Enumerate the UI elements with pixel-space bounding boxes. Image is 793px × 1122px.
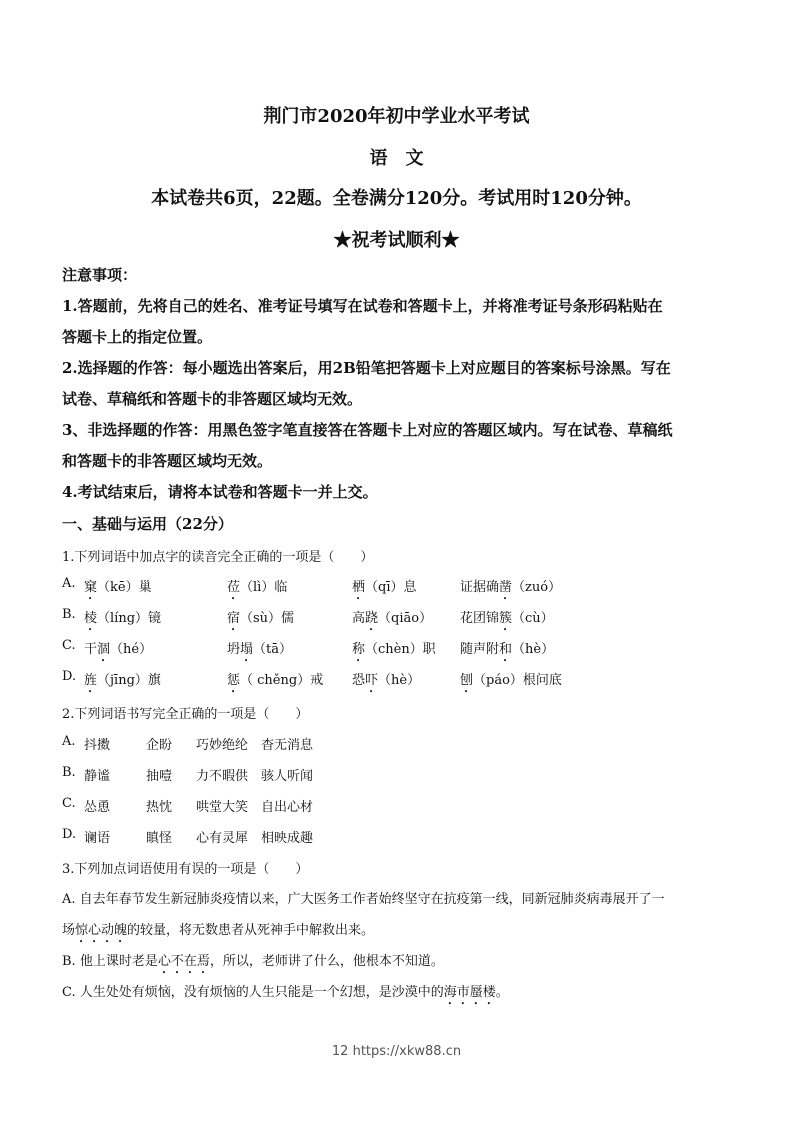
dotted-char: 旌 (84, 673, 98, 688)
option-label: D. (62, 669, 77, 684)
question-2-option (62, 796, 762, 816)
dotted-char: 惩 (227, 673, 241, 688)
note-line: 和答题卡的非答题区域均无效。 (62, 452, 273, 470)
notes-heading: 注意事项： (62, 266, 138, 284)
text: 场 (62, 923, 76, 938)
page-footer: 12 https://xkw88.cn (331, 1044, 462, 1059)
note-line: 答题卡上的指定位置。 (62, 328, 213, 346)
question-3-option-a-cont (62, 919, 374, 946)
dotted-word: 心不在焉 (157, 954, 210, 969)
dotted-char: 棱 (84, 611, 98, 626)
option-word: 自出心材 (261, 800, 314, 815)
dotted-word: 惊心动魄 (75, 923, 128, 938)
option-word: 企盼 (146, 738, 173, 753)
text: 随声附 (460, 642, 500, 657)
option-label: A. (62, 576, 76, 591)
option-item (352, 638, 436, 665)
option-word: 力不暇供 (196, 769, 249, 784)
text: （ chěng）戒 (240, 673, 324, 688)
dotted-char: 刨 (460, 673, 474, 688)
subject-title: 语 文 (369, 148, 424, 169)
note-line: 4.考试结束后，请将本试卷和答题卡一并上交。 (62, 483, 378, 501)
section-heading: 一、基础与运用（22分） (62, 515, 233, 533)
option-word: 相映成趣 (261, 831, 314, 846)
note-line: 试卷、草稿纸和答题卡的非答题区域均无效。 (62, 390, 363, 408)
question-2-option (62, 827, 762, 847)
text: （hè） (512, 642, 555, 657)
option-label: B. (62, 765, 76, 780)
dotted-char: 栖 (352, 580, 366, 595)
option-item (227, 607, 294, 634)
text: （jīng）旗 (97, 673, 161, 688)
dotted-char: 凿 (499, 580, 513, 595)
option-word: 骇人听闻 (261, 769, 314, 784)
text: （cù） (512, 611, 554, 626)
text: （hé） (110, 642, 153, 657)
text: （tā） (253, 642, 293, 657)
option-item (460, 607, 554, 634)
note-line: 1.答题前，先将自己的姓名、准考证号填写在试卷和答题卡上，并将准考证号条形码粘贴在 (62, 297, 663, 315)
text: 恐 (352, 673, 366, 688)
option-item (84, 669, 161, 696)
question-2-option (62, 734, 762, 754)
text: （zuó） (512, 580, 562, 595)
option-label: C. (62, 638, 76, 653)
text: （kē）巢 (97, 580, 152, 595)
dotted-char: 塌 (240, 642, 254, 657)
dotted-char: 和 (499, 642, 513, 657)
text: （líng）镜 (97, 611, 162, 626)
text: C. 人生处处有烦恼，没有烦恼的人生只能是一个幻想，是沙漠中的 (62, 985, 444, 1000)
option-word: 怂恿 (84, 800, 111, 815)
question-1-option (62, 576, 762, 596)
text: （qī）息 (365, 580, 417, 595)
question-3-option-b (62, 950, 444, 977)
exam-info: 本试卷共6页，22题。全卷满分120分。考试用时120分钟。 (151, 188, 642, 209)
option-word: 抖擞 (84, 738, 111, 753)
text: （lì）临 (240, 580, 288, 595)
option-word: 瞋怪 (146, 831, 173, 846)
question-2-stem: 2.下列词语书写完全正确的一项是（ ） (62, 707, 309, 722)
dotted-char: 莅 (227, 580, 241, 595)
option-label: B. (62, 607, 76, 622)
text: （sù）儒 (240, 611, 295, 626)
option-item (460, 669, 562, 696)
question-3-stem: 3.下列加点词语使用有误的一项是（ ） (62, 862, 309, 877)
option-item (227, 576, 287, 603)
option-word: 抽噎 (146, 769, 173, 784)
dotted-char: 吓 (365, 673, 379, 688)
text: B. 他上课时老是 (62, 954, 158, 969)
option-word: 谰语 (84, 831, 111, 846)
option-item (352, 669, 420, 696)
option-label: D. (62, 827, 77, 842)
dotted-char: 簇 (499, 611, 513, 626)
note-line: 3、非选择题的作答：用黑色签字笔直接答在答题卡上对应的答题区域内。写在试卷、草稿纸 (62, 421, 673, 439)
exam-wish: ★祝考试顺利★ (333, 230, 460, 251)
question-3-option-c (62, 981, 509, 1008)
option-word: 静谧 (84, 769, 111, 784)
option-label: A. (62, 734, 76, 749)
dotted-char: 涸 (97, 642, 111, 657)
question-1-stem: 1.下列词语中加点字的读音完全正确的一项是（ ） (62, 550, 374, 565)
dotted-char: 称 (352, 642, 366, 657)
text: 的较量，将无数患者从死神手中解救出来。 (127, 923, 375, 938)
text: 花团锦 (460, 611, 500, 626)
dotted-word: 海市蜃楼 (443, 985, 496, 1000)
dotted-char: 宿 (227, 611, 241, 626)
option-word: 杳无消息 (261, 738, 314, 753)
option-word: 热忱 (146, 800, 173, 815)
option-item (460, 576, 561, 603)
option-item (84, 576, 152, 603)
text: （páo）根问底 (473, 673, 562, 688)
text: 高 (352, 611, 366, 626)
text: 。 (495, 985, 509, 1000)
text: 干 (84, 642, 98, 657)
option-item (84, 638, 152, 665)
text: 证据确 (460, 580, 500, 595)
question-1-option (62, 669, 762, 689)
option-word: 巧妙绝纶 (196, 738, 249, 753)
text: （hè） (378, 673, 421, 688)
text: （chèn）职 (365, 642, 436, 657)
text: 坍 (227, 642, 241, 657)
option-item (352, 576, 417, 603)
dotted-char: 窠 (84, 580, 98, 595)
text: ，所以，老师讲了什么，他根本不知道。 (209, 954, 444, 969)
note-line: 2.选择题的作答：每小题选出答案后，用2B铅笔把答题卡上对应题目的答案标号涂黑。写在 (62, 359, 671, 377)
option-item (227, 638, 292, 665)
exam-title: 荆门市2020年初中学业水平考试 (263, 106, 530, 127)
text: （qiāo） (378, 611, 433, 626)
option-word: 心有灵犀 (196, 831, 249, 846)
option-item (227, 669, 323, 696)
question-2-option (62, 765, 762, 785)
question-1-option (62, 638, 762, 658)
option-item (352, 607, 432, 634)
option-label: C. (62, 796, 76, 811)
option-item (84, 607, 161, 634)
option-item (460, 638, 554, 665)
question-3-option-a: A. 自去年春节发生新冠肺炎疫情以来，广大医务工作者始终坚守在抗疫第一线，同新冠肺炎病毒展开了一 (62, 892, 665, 907)
dotted-char: 跷 (365, 611, 379, 626)
question-1-option (62, 607, 762, 627)
option-word: 哄堂大笑 (196, 800, 249, 815)
